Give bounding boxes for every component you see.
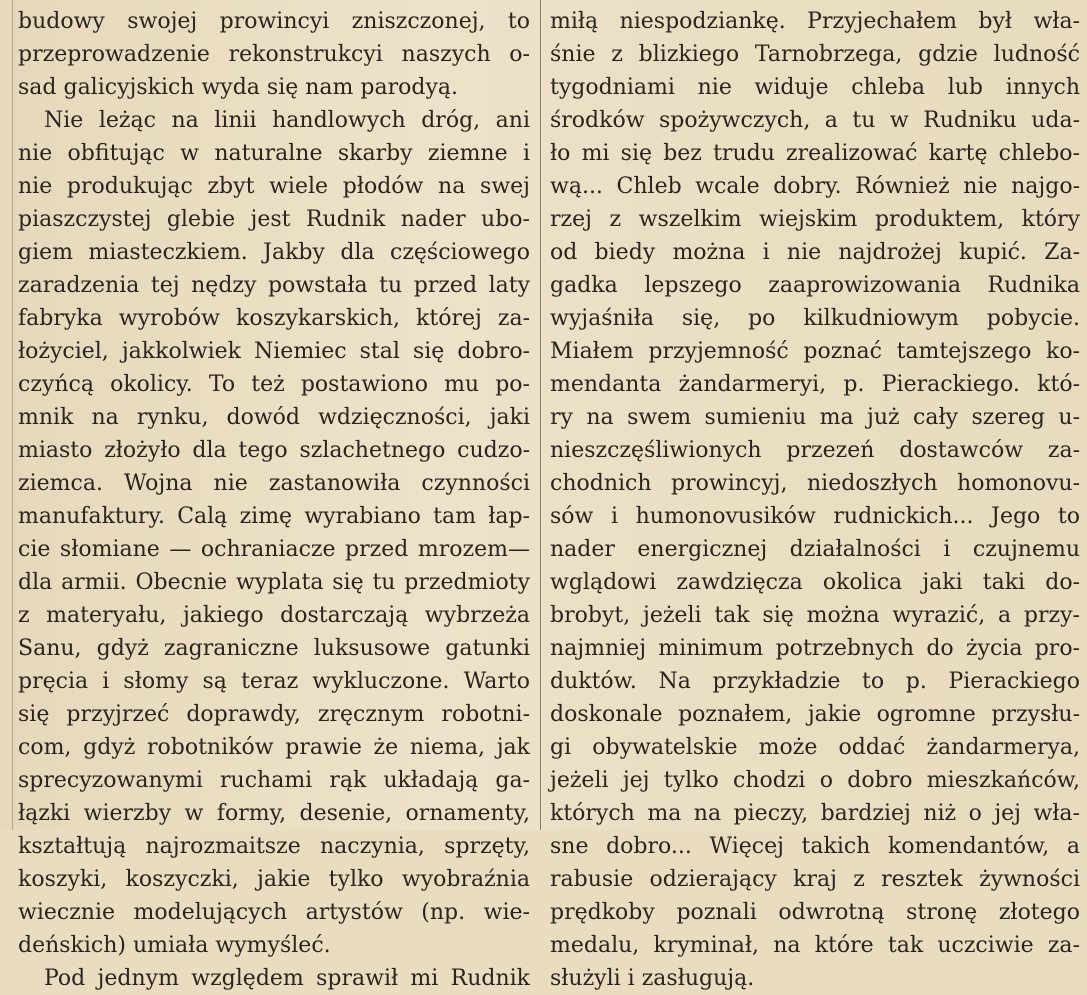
page-edge [0, 0, 13, 830]
text-line: łązki wierzby w formy, desenie, ornamenty, [18, 801, 530, 826]
text-line: rabusie odzierający kraj z resztek żywności [550, 867, 1080, 892]
text-line: łożyciel, jakkolwiek Niemiec stal się dobro- [18, 339, 530, 364]
text-line: pręcia i słomy są teraz wykluczone. Warto [18, 669, 530, 694]
text-line: środków spożywczych, a tu w Rudniku uda- [550, 108, 1080, 133]
text-line: wiecznie modelujących artystów (np. wie- [18, 900, 530, 925]
text-line: wyjaśniła się, po kilkudniowym pobycie. [550, 306, 1080, 331]
text-line: kształtują najrozmaitsze naczynia, sprzęty, [18, 834, 530, 859]
text-line: gi obywatelskie może oddać żandarmerya, [550, 735, 1080, 760]
text-line: których ma na pieczy, bardziej niż o jej wła- [550, 801, 1080, 826]
text-line: fabryka wyrobów koszykarskich, której za- [18, 306, 530, 331]
text-line: dla armii. Obecnie wyplata się tu przedmioty [18, 570, 530, 595]
left-column [18, 5, 530, 995]
text-line: jeżeli jej tylko chodzi o dobro mieszkańców, [550, 768, 1080, 793]
text-line: się przyjrzeć doprawdy, zręcznym robotni- [18, 702, 530, 727]
text-line: służyli i zasługują. [550, 966, 755, 991]
text-line: przeprowadzenie rekonstrukcyi naszych o- [18, 42, 530, 67]
text-line: sad galicyjskich wyda się nam parodyą. [18, 75, 458, 100]
text-line: Nie leżąc na linii handlowych dróg, ani [44, 108, 530, 133]
text-line: czyńcą okolicy. To też postawiono mu po- [18, 372, 530, 397]
text-line: wą... Chleb wcale dobry. Również nie najgo- [550, 174, 1080, 199]
text-line: gadka lepszego zaaprowizowania Rudnika [550, 273, 1080, 298]
text-line: sne dobro... Więcej takich komendantów, a [550, 834, 1080, 859]
text-line: wglądowi zawdzięcza okolica jaki taki do- [550, 570, 1080, 595]
text-line: prędkoby poznali odwrotną stronę złotego [550, 900, 1080, 925]
text-line: ry na swem sumieniu ma już cały szereg u- [550, 405, 1080, 430]
text-line: mendanta żandarmeryi, p. Pierackiego. któ- [550, 372, 1080, 397]
text-line: ziemca. Wojna nie zastanowiła czynności [18, 471, 530, 496]
text-line: najmniej minimum potrzebnych do życia pro- [550, 636, 1080, 661]
text-line: z materyału, jakiego dostarczają wybrzeża [18, 603, 530, 628]
right-column [550, 5, 1080, 995]
text-line: miłą niespodziankę. Przyjechałem był wła- [550, 9, 1080, 34]
text-line: ło mi się bez trudu zrealizować kartę chlebo- [550, 141, 1080, 166]
text-line: giem miasteczkiem. Jakby dla częściowego [18, 240, 530, 265]
text-line: duktów. Na przykładzie to p. Pierackiego [550, 669, 1080, 694]
text-line: sprecyzowanymi ruchami rąk układają ga- [18, 768, 530, 793]
text-line: nieszczęśliwionych przezeń dostawców za- [550, 438, 1080, 463]
text-line: nie produkując zbyt wiele płodów na swej [18, 174, 530, 199]
text-line: miasto złożyło dla tego szlachetnego cudzo- [18, 438, 530, 463]
text-line: koszyki, koszyczki, jakie tylko wyobraźnia [18, 867, 530, 892]
text-line: deńskich) umiała wymyśleć. [18, 933, 331, 958]
text-line: cie słomiane — ochraniacze przed mrozem— [18, 537, 530, 562]
text-line: manufaktury. Calą zimę wyrabiano tam łap- [18, 504, 530, 529]
text-line: od biedy można i nie najdrożej kupić. Za- [550, 240, 1080, 265]
text-line: sów i humonovusików rudnickich... Jego to [550, 504, 1080, 529]
text-line: chodnich prowincyj, niedoszłych homonovu- [550, 471, 1080, 496]
text-line: Sanu, gdyż zagraniczne luksusowe gatunki [18, 636, 530, 661]
text-line: śnie z blizkiego Tarnobrzega, gdzie ludność [550, 42, 1080, 67]
text-line: mnik na rynku, dowód wdzięczności, jaki [18, 405, 530, 430]
text-line: piaszczystej glebie jest Rudnik nader ubo- [18, 207, 530, 232]
text-line: nie obfitując w naturalne skarby ziemne i [18, 141, 530, 166]
text-line: com, gdyż robotników prawie że niema, jak [18, 735, 530, 760]
text-line: medalu, kryminał, na które tak uczciwie za- [550, 933, 1080, 958]
text-line: rzej z wszelkim wiejskim produktem, który [550, 207, 1080, 232]
text-line: Miałem przyjemność poznać tamtejszego ko- [550, 339, 1080, 364]
text-line: tygodniami nie widuje chleba lub innych [550, 75, 1080, 100]
text-line: Pod jednym względem sprawił mi Rudnik [44, 966, 530, 991]
text-line: brobyt, jeżeli tak się można wyrazić, a przy- [550, 603, 1080, 628]
text-line: nader energicznej działalności i czujnemu [550, 537, 1080, 562]
text-line: doskonale poznałem, jakie ogromne przysłu- [550, 702, 1080, 727]
text-line: zaradzenia tej nędzy powstała tu przed laty [18, 273, 530, 298]
text-line: budowy swojej prowincyi zniszczonej, to [18, 9, 530, 34]
column-divider [540, 0, 541, 830]
